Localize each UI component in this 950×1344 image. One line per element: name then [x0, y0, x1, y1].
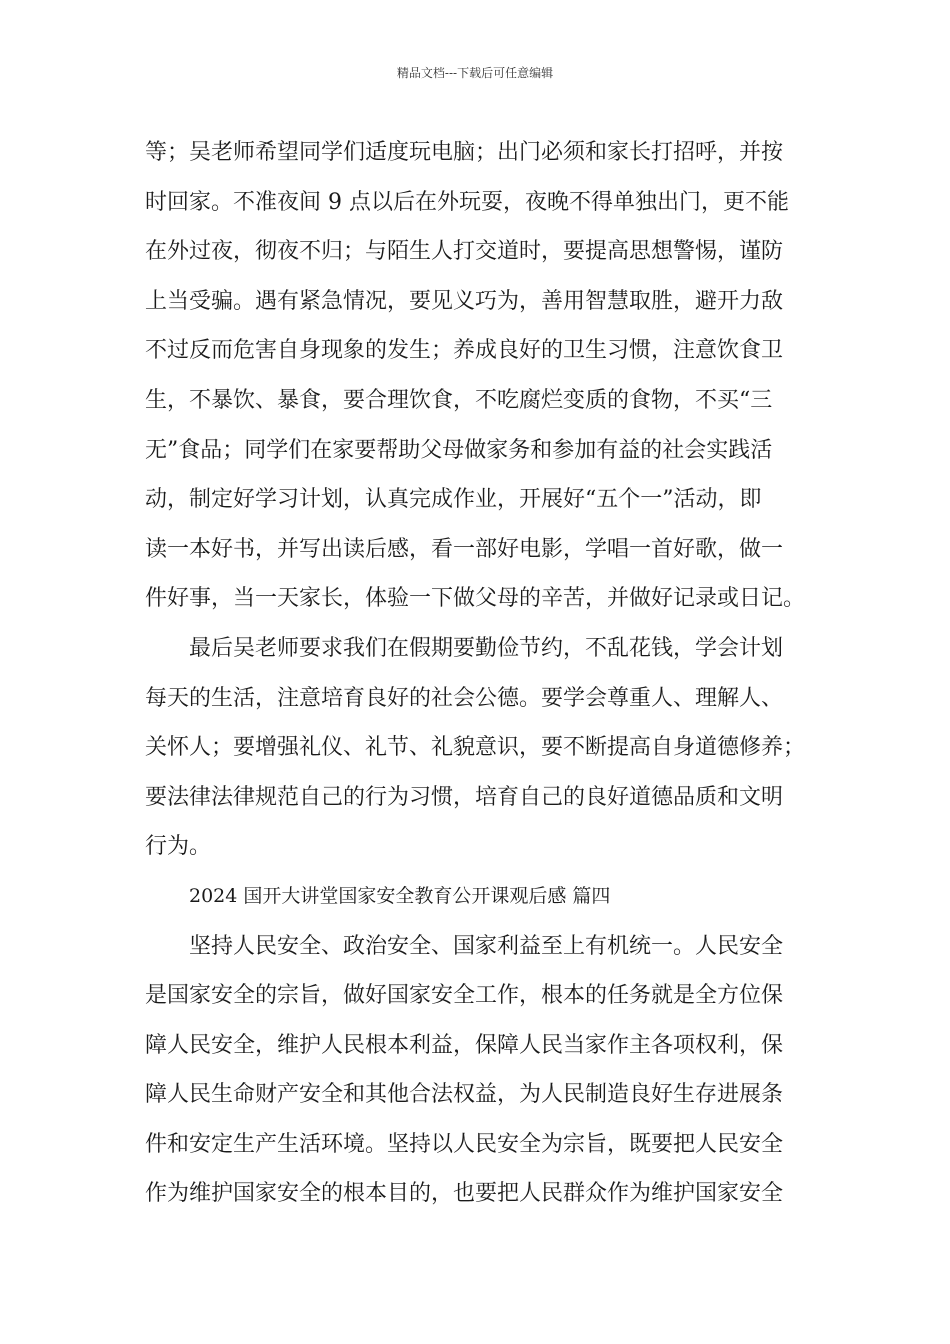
text-line: 无”食品；同学们在家要帮助父母做家务和参加有益的社会实践活 — [145, 437, 773, 463]
section-heading: 2024 国开大讲堂国家安全教育公开课观后感 篇四 — [189, 884, 611, 907]
text-line: 障人民生命财产安全和其他合法权益，为人民制造良好生存进展条 — [145, 1082, 784, 1108]
text-line: 关怀人；要增强礼仪、礼节、礼貌意识，要不断提高自身道德修养； — [145, 735, 806, 761]
text-line: 件好事，当一天家长，体验一下做父母的辛苦，并做好记录或日记。 — [145, 586, 806, 612]
text-line: 最后吴老师要求我们在假期要勤俭节约，不乱花钱，学会计划 — [189, 635, 784, 661]
text-line: 每天的生活，注意培育良好的社会公德。要学会尊重人、理解人、 — [145, 685, 784, 711]
page-header: 精品文档---下载后可任意编辑 — [396, 66, 554, 80]
text-line: 不过反而危害自身现象的发生；养成良好的卫生习惯，注意饮食卫 — [145, 338, 784, 364]
text-line: 生，不暴饮、暴食，要合理饮食，不吃腐烂变质的食物，不买“三 — [145, 387, 773, 413]
text-line: 上当受骗。遇有紧急情况，要见义巧为，善用智慧取胜，避开力敌 — [145, 288, 784, 314]
text-line: 坚持人民安全、政治安全、国家利益至上有机统一。人民安全 — [189, 933, 784, 959]
text-line: 件和安定生产生活环境。坚持以人民安全为宗旨，既要把人民安全 — [145, 1131, 784, 1157]
text-line: 时回家。不准夜间 9 点以后在外玩耍，夜晚不得单独出门，更不能 — [145, 189, 789, 215]
text-line: 等；吴老师希望同学们适度玩电脑；出门必须和家长打招呼，并按 — [145, 140, 784, 165]
text-line: 行为。 — [145, 834, 212, 860]
text-line: 要法律法律规范自己的行为习惯，培育自己的良好道德品质和文明 — [145, 784, 784, 810]
text-line: 读一本好书，并写出读后感，看一部好电影，学唱一首好歌，做一 — [145, 536, 784, 562]
body-text — [145, 128, 817, 1219]
text-line: 作为维护国家安全的根本目的，也要把人民群众作为维护国家安全 — [145, 1181, 784, 1207]
text-line: 障人民安全，维护人民根本利益，保障人民当家作主各项权利，保 — [145, 1032, 784, 1058]
text-line: 动，制定好学习计划，认真完成作业，开展好“五个一”活动，即 — [145, 487, 762, 513]
text-line: 是国家安全的宗旨，做好国家安全工作，根本的任务就是全方位保 — [145, 983, 784, 1009]
text-line: 在外过夜，彻夜不归；与陌生人打交道时，要提高思想警惕，谨防 — [145, 239, 784, 265]
